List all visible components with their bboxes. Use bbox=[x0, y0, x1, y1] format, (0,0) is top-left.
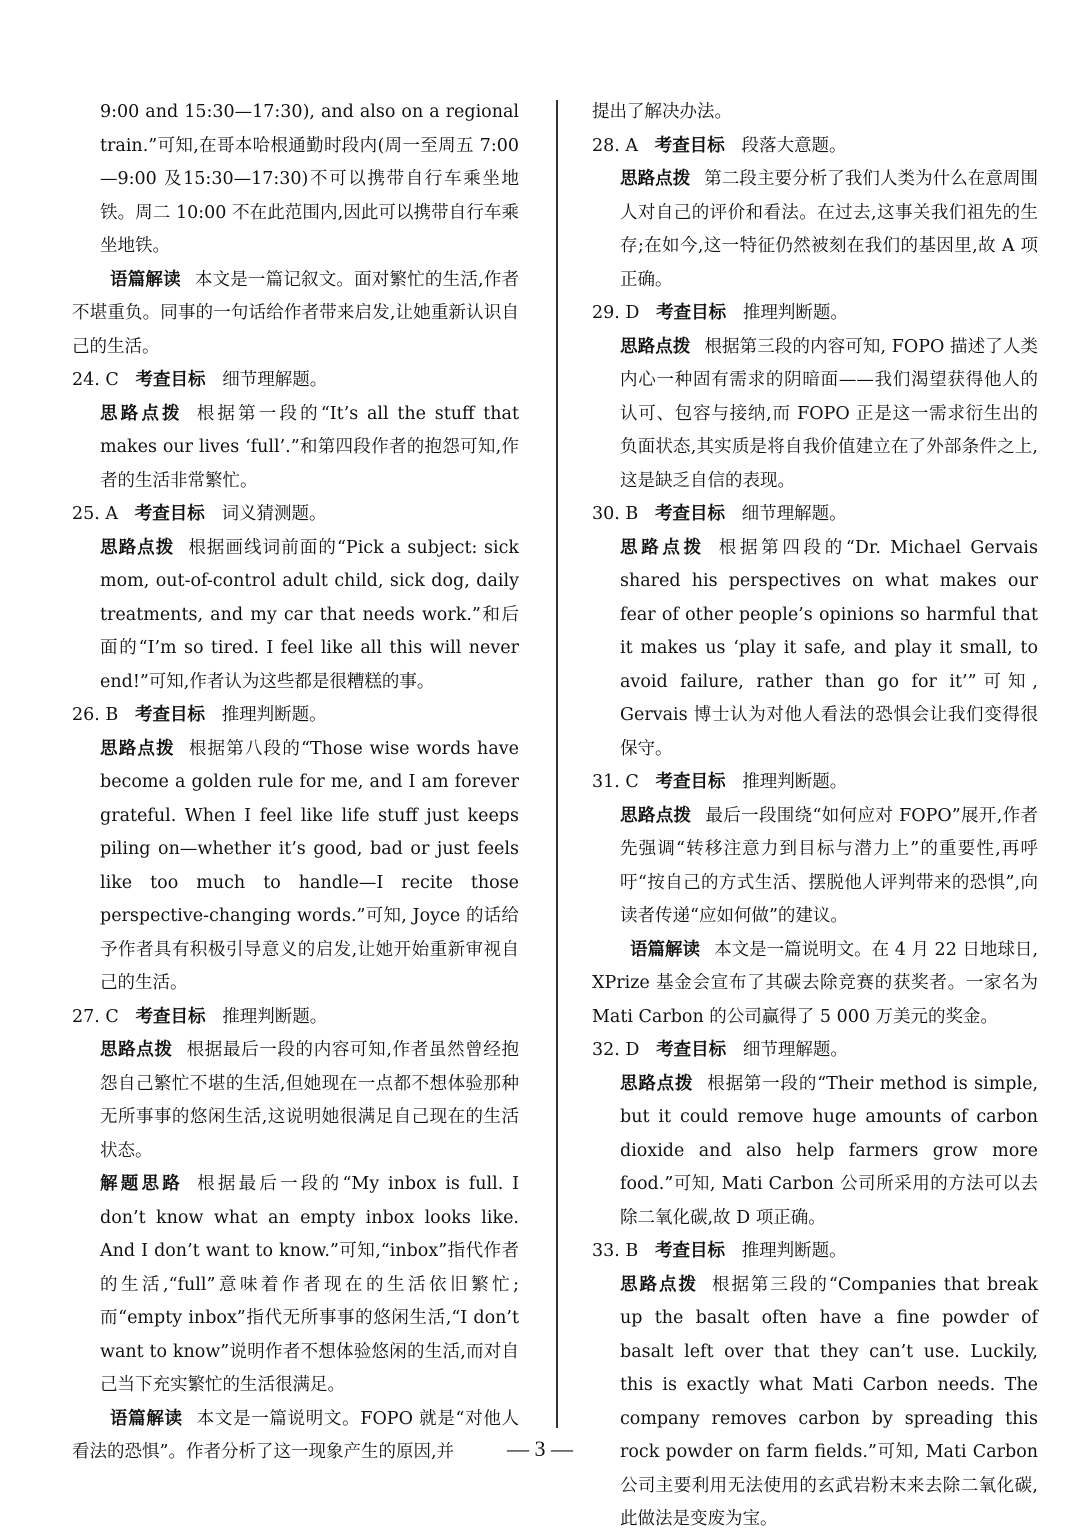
right-column bbox=[592, 96, 1038, 1537]
solution-paragraph bbox=[72, 1168, 519, 1403]
target-label: 考查目标 bbox=[655, 772, 726, 792]
hint-paragraph bbox=[592, 1269, 1038, 1537]
target-label: 考查目标 bbox=[134, 705, 205, 725]
answer-33 bbox=[592, 1235, 1038, 1537]
hint-text: 根据第八段的“Those wise words have become a golden rule for me, and I am forever grateful. When I feel like life stuff just keeps piling on—whether it’s good, bad or just feels like too much to handle—I recite those perspective-changing words.”可知, Joyce 的话给予作者具有积极引导意义的启发,让她开始重新审视自己的生活。 bbox=[100, 738, 520, 993]
question-number: 31. C bbox=[592, 772, 639, 792]
hint-paragraph bbox=[72, 1034, 519, 1168]
question-heading bbox=[592, 766, 1038, 800]
hint-text: 根据第四段的“Dr. Michael Gervais shared his perspectives on what makes our fear of other people’s opinions so harmful that it makes us ‘play it safe, and play it small, to avoid failure, rather than go for it’”可知, Gervais 博士认为对他人看法的恐惧会让我们变得很保守。 bbox=[620, 537, 1039, 759]
question-number: 24. C bbox=[72, 370, 119, 390]
hint-text: 第二段主要分析了我们人类为什么在意周围人对自己的评价和看法。在过去,这事关我们祖先的生存;在如今,这一特征仍然被刻在我们的基因里,故 A 项正确。 bbox=[620, 169, 1039, 290]
answer-25 bbox=[72, 498, 519, 699]
hint-label: 思路点拨 bbox=[620, 537, 705, 558]
question-heading bbox=[592, 498, 1038, 532]
intro-paragraph: 9:00 and 15:30—17:30), and also on a regional train.”可知,在哥本哈根通勤时段内(周一至周五 7:00—9:00 及15:30—17:30)不可以携带自行车乘坐地铁。周二 10:00 不在此范围内,因此可以携带自行车乘坐地铁。 bbox=[100, 102, 519, 256]
column-divider bbox=[556, 100, 558, 1428]
question-type: 推理判断题。 bbox=[741, 1241, 847, 1261]
answer-29 bbox=[592, 297, 1038, 498]
hint-text: 根据第一段的“Their method is simple, but it could remove huge amounts of carbon dioxide and also help farmers grow more food.”可知, Mati Carbon 公司所采用的方法可以去除二氧化碳,故 D 项正确。 bbox=[620, 1073, 1039, 1228]
question-heading bbox=[592, 1235, 1038, 1269]
question-number: 33. B bbox=[592, 1241, 639, 1261]
question-type: 细节理解题。 bbox=[222, 370, 328, 390]
question-heading bbox=[72, 498, 519, 532]
hint-text: 根据最后一段的内容可知,作者虽然曾经抱怨自己繁忙不堪的生活,但她现在一点都不想体验那种无所事事的悠闲生活,这说明她很满足自己现在的生活状态。 bbox=[100, 1040, 519, 1161]
reading-label: 语篇解读 bbox=[110, 269, 181, 290]
question-type: 词义猜测题。 bbox=[221, 504, 327, 524]
target-label: 考查目标 bbox=[654, 1241, 725, 1261]
hint-paragraph bbox=[72, 733, 519, 1001]
hint-label: 思路点拨 bbox=[100, 738, 175, 759]
hint-paragraph bbox=[592, 163, 1038, 297]
hint-paragraph bbox=[72, 398, 519, 499]
question-type: 推理判断题。 bbox=[222, 1006, 328, 1027]
hint-text: 根据第三段的“Companies that break up the basalt often have a fine powder of basalt left over that they can’t use. Luckily, this is exactly what Mati Carbon needs. The company removes carbon by spreading this rock powder on farm fields.”可知, Mati Carbon 公司主要利用无法使用的玄武岩粉末来去除二氧化碳,此做法是变废为宝。 bbox=[620, 1274, 1039, 1529]
hint-label: 思路点拨 bbox=[620, 336, 691, 357]
question-number: 27. C bbox=[72, 1006, 119, 1027]
hint-paragraph bbox=[592, 800, 1038, 934]
reading-text: 本文是一篇说明文。在 4 月 22 日地球日, XPrize 基金会宣布了其碳去除竞赛的获奖者。一家名为 Mati Carbon 的公司赢得了 5 000 万美元的奖金。 bbox=[592, 939, 1039, 1027]
question-type: 推理判断题。 bbox=[742, 772, 848, 792]
target-label: 考查目标 bbox=[656, 1040, 727, 1060]
hint-text: 最后一段围绕“如何应对 FOPO”展开,作者先强调“转移注意力到目标与潜力上”的重要性,再呼吁“按自己的方式生活、摆脱他人评判带来的恐惧”,向读者传递“应如何做”的建议。 bbox=[620, 805, 1038, 926]
hint-label: 思路点拨 bbox=[620, 805, 692, 826]
target-label: 考查目标 bbox=[656, 303, 727, 323]
reading-text: 本文是一篇记叙文。面对繁忙的生活,作者不堪重负。同事的一句话给作者带来启发,让她重新认识自己的生活。 bbox=[72, 269, 520, 357]
hint-label: 思路点拨 bbox=[620, 169, 691, 189]
hint-label: 思路点拨 bbox=[620, 1073, 694, 1094]
hint-paragraph bbox=[592, 532, 1038, 767]
hint-label: 思路点拨 bbox=[620, 1274, 698, 1295]
question-type: 细节理解题。 bbox=[741, 504, 847, 524]
answer-27 bbox=[72, 1001, 519, 1403]
left-column bbox=[72, 96, 519, 1470]
question-heading bbox=[592, 297, 1038, 331]
reading-note-1 bbox=[72, 264, 519, 365]
reading-label: 语篇解读 bbox=[110, 1408, 183, 1429]
question-heading bbox=[72, 1001, 519, 1035]
question-type: 细节理解题。 bbox=[742, 1040, 848, 1060]
target-label: 考查目标 bbox=[135, 370, 206, 390]
hint-paragraph bbox=[592, 1068, 1038, 1236]
question-number: 29. D bbox=[592, 303, 640, 323]
question-type: 推理判断题。 bbox=[221, 705, 327, 725]
answer-28 bbox=[592, 130, 1038, 298]
question-type: 段落大意题。 bbox=[741, 135, 847, 156]
solution-text: 根据最后一段的“My inbox is full. I don’t know what an empty inbox looks like. And I don’t want to know.”可知,“inbox”指代作者的生活,“full”意味着作者现在的生活依旧繁忙;而“empty inbox”指代无所事事的悠闲生活,“I don’t want to know”说明作者不想体验悠闲的生活,而对自己当下充实繁忙的生活很满足。 bbox=[100, 1174, 519, 1395]
question-heading bbox=[72, 699, 519, 733]
reading-label: 语篇解读 bbox=[630, 939, 701, 960]
answer-30 bbox=[592, 498, 1038, 766]
question-heading bbox=[592, 1034, 1038, 1068]
reading-text: 本文是一篇说明文。FOPO 就是“对他人看法的恐惧”。作者分析了这一现象产生的原因,并 bbox=[72, 1408, 520, 1462]
question-number: 32. D bbox=[592, 1040, 640, 1060]
answer-24 bbox=[72, 364, 519, 498]
target-label: 考查目标 bbox=[134, 504, 205, 524]
question-number: 28. A bbox=[592, 135, 639, 156]
hint-text: 根据第三段的内容可知, FOPO 描述了人类内心一种固有需求的阴暗面——我们渴望获得他人的认可、包容与接纳,而 FOPO 正是这一需求衍生出的负面状态,其实质是将自我价值建立在了外部条件之上,这是缺乏自信的表现。 bbox=[620, 336, 1038, 491]
target-label: 考查目标 bbox=[654, 135, 725, 156]
target-label: 考查目标 bbox=[654, 504, 725, 524]
hint-paragraph bbox=[72, 532, 519, 700]
hint-paragraph bbox=[592, 331, 1038, 499]
question-heading bbox=[72, 364, 519, 398]
question-type: 推理判断题。 bbox=[742, 303, 848, 323]
question-number: 26. B bbox=[72, 705, 119, 725]
target-label: 考查目标 bbox=[135, 1006, 206, 1027]
hint-label: 思路点拨 bbox=[100, 403, 183, 424]
page-number: — 3 — bbox=[507, 1436, 573, 1461]
question-number: 25. A bbox=[72, 504, 119, 524]
solution-label: 解题思路 bbox=[100, 1174, 184, 1194]
answer-31 bbox=[592, 766, 1038, 934]
hint-text: 根据画线词前面的“Pick a subject: sick mom, out-of-control adult child, sick dog, daily treatments, and my car that needs work.”和后面的“I’m so tired. I feel like all this will never end!”可知,作者认为这些都是很糟糕的事。 bbox=[100, 537, 520, 692]
hint-label: 思路点拨 bbox=[100, 1040, 173, 1060]
question-number: 30. B bbox=[592, 504, 639, 524]
continued-line: 提出了解决办法。 bbox=[592, 102, 732, 122]
answer-26 bbox=[72, 699, 519, 1001]
reading-note-3 bbox=[592, 934, 1038, 1035]
hint-text: 根据第一段的“It’s all the stuff that makes our lives ‘full’.”和第四段作者的抱怨可知,作者的生活非常繁忙。 bbox=[100, 403, 520, 491]
answer-32 bbox=[592, 1034, 1038, 1235]
hint-label: 思路点拨 bbox=[100, 537, 175, 558]
question-heading bbox=[592, 130, 1038, 164]
